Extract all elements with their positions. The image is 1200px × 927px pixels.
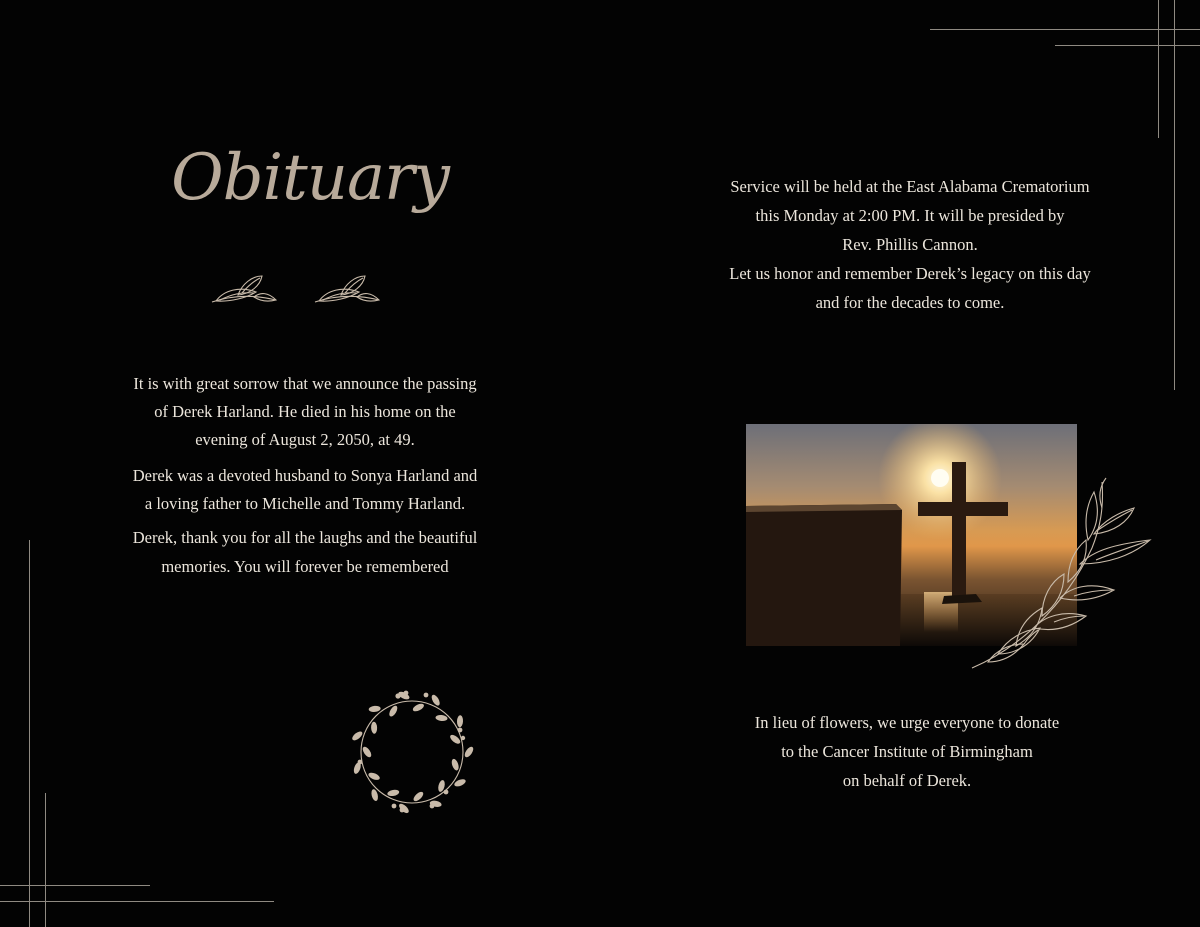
wreath-leaf xyxy=(361,745,373,758)
wreath-leaf xyxy=(368,705,381,712)
frame-line-bottom-left-v1 xyxy=(29,540,30,927)
wreath-leaf xyxy=(463,745,475,758)
frame-line-top-right-h1 xyxy=(930,29,1200,30)
text-line: and for the decades to come. xyxy=(815,293,1005,312)
text-line: a loving father to Michelle and Tommy Harland. xyxy=(144,494,466,513)
wreath-leaf xyxy=(397,802,410,815)
wreath-leaf xyxy=(387,789,400,797)
wreath-leaf xyxy=(435,714,448,721)
text-line: Rev. Phillis Cannon. xyxy=(842,235,978,254)
donation-note xyxy=(687,708,1127,795)
text-line: It is with great sorrow that we announce the passing xyxy=(133,374,477,393)
text-line: In lieu of flowers, we urge everyone to donate xyxy=(754,713,1060,732)
text-line: Let us honor and remember Derek’s legacy on this day xyxy=(729,264,1091,283)
frame-line-bottom-left-h2 xyxy=(0,901,274,902)
text-line: to the Cancer Institute of Birmingham xyxy=(781,742,1033,761)
text-line: Derek was a devoted husband to Sonya Harland and xyxy=(132,466,478,485)
leaf-sprig-icon xyxy=(313,272,383,308)
text-line: Service will be held at the East Alabama Crematorium xyxy=(730,177,1090,196)
leafy-branch-icon xyxy=(968,478,1154,674)
service-details xyxy=(690,172,1130,317)
wreath-leaf xyxy=(450,758,460,771)
wreath-leaf xyxy=(412,702,425,713)
obituary-paragraph xyxy=(90,370,520,454)
leaf-sprig-icon xyxy=(210,272,280,308)
frame-line-bottom-left-v2 xyxy=(45,793,46,927)
text-line: of Derek Harland. He died in his home on the xyxy=(154,402,456,421)
frame-line-top-right-v1 xyxy=(1158,0,1159,138)
text-line: this Monday at 2:00 PM. It will be presided by xyxy=(755,206,1065,225)
text-line: on behalf of Derek. xyxy=(842,771,972,790)
text-line: Derek, thank you for all the laughs and the beautiful xyxy=(132,528,478,547)
obituary-paragraph xyxy=(90,462,520,518)
wreath-leaf xyxy=(412,790,425,803)
obituary-text xyxy=(90,370,520,581)
wreath-leaf xyxy=(371,722,377,734)
wreath-leaf xyxy=(457,715,463,727)
wreath-icon xyxy=(350,688,474,816)
text-line: memories. You will forever be remembered xyxy=(161,557,449,576)
frame-line-top-right-h2 xyxy=(1055,45,1200,46)
page-title: Obituary xyxy=(171,141,449,215)
text-line: evening of August 2, 2050, at 49. xyxy=(195,430,415,449)
frame-line-bottom-left-h1 xyxy=(0,885,150,886)
frame-line-top-right-v2 xyxy=(1174,0,1175,390)
obituary-paragraph xyxy=(90,523,520,581)
